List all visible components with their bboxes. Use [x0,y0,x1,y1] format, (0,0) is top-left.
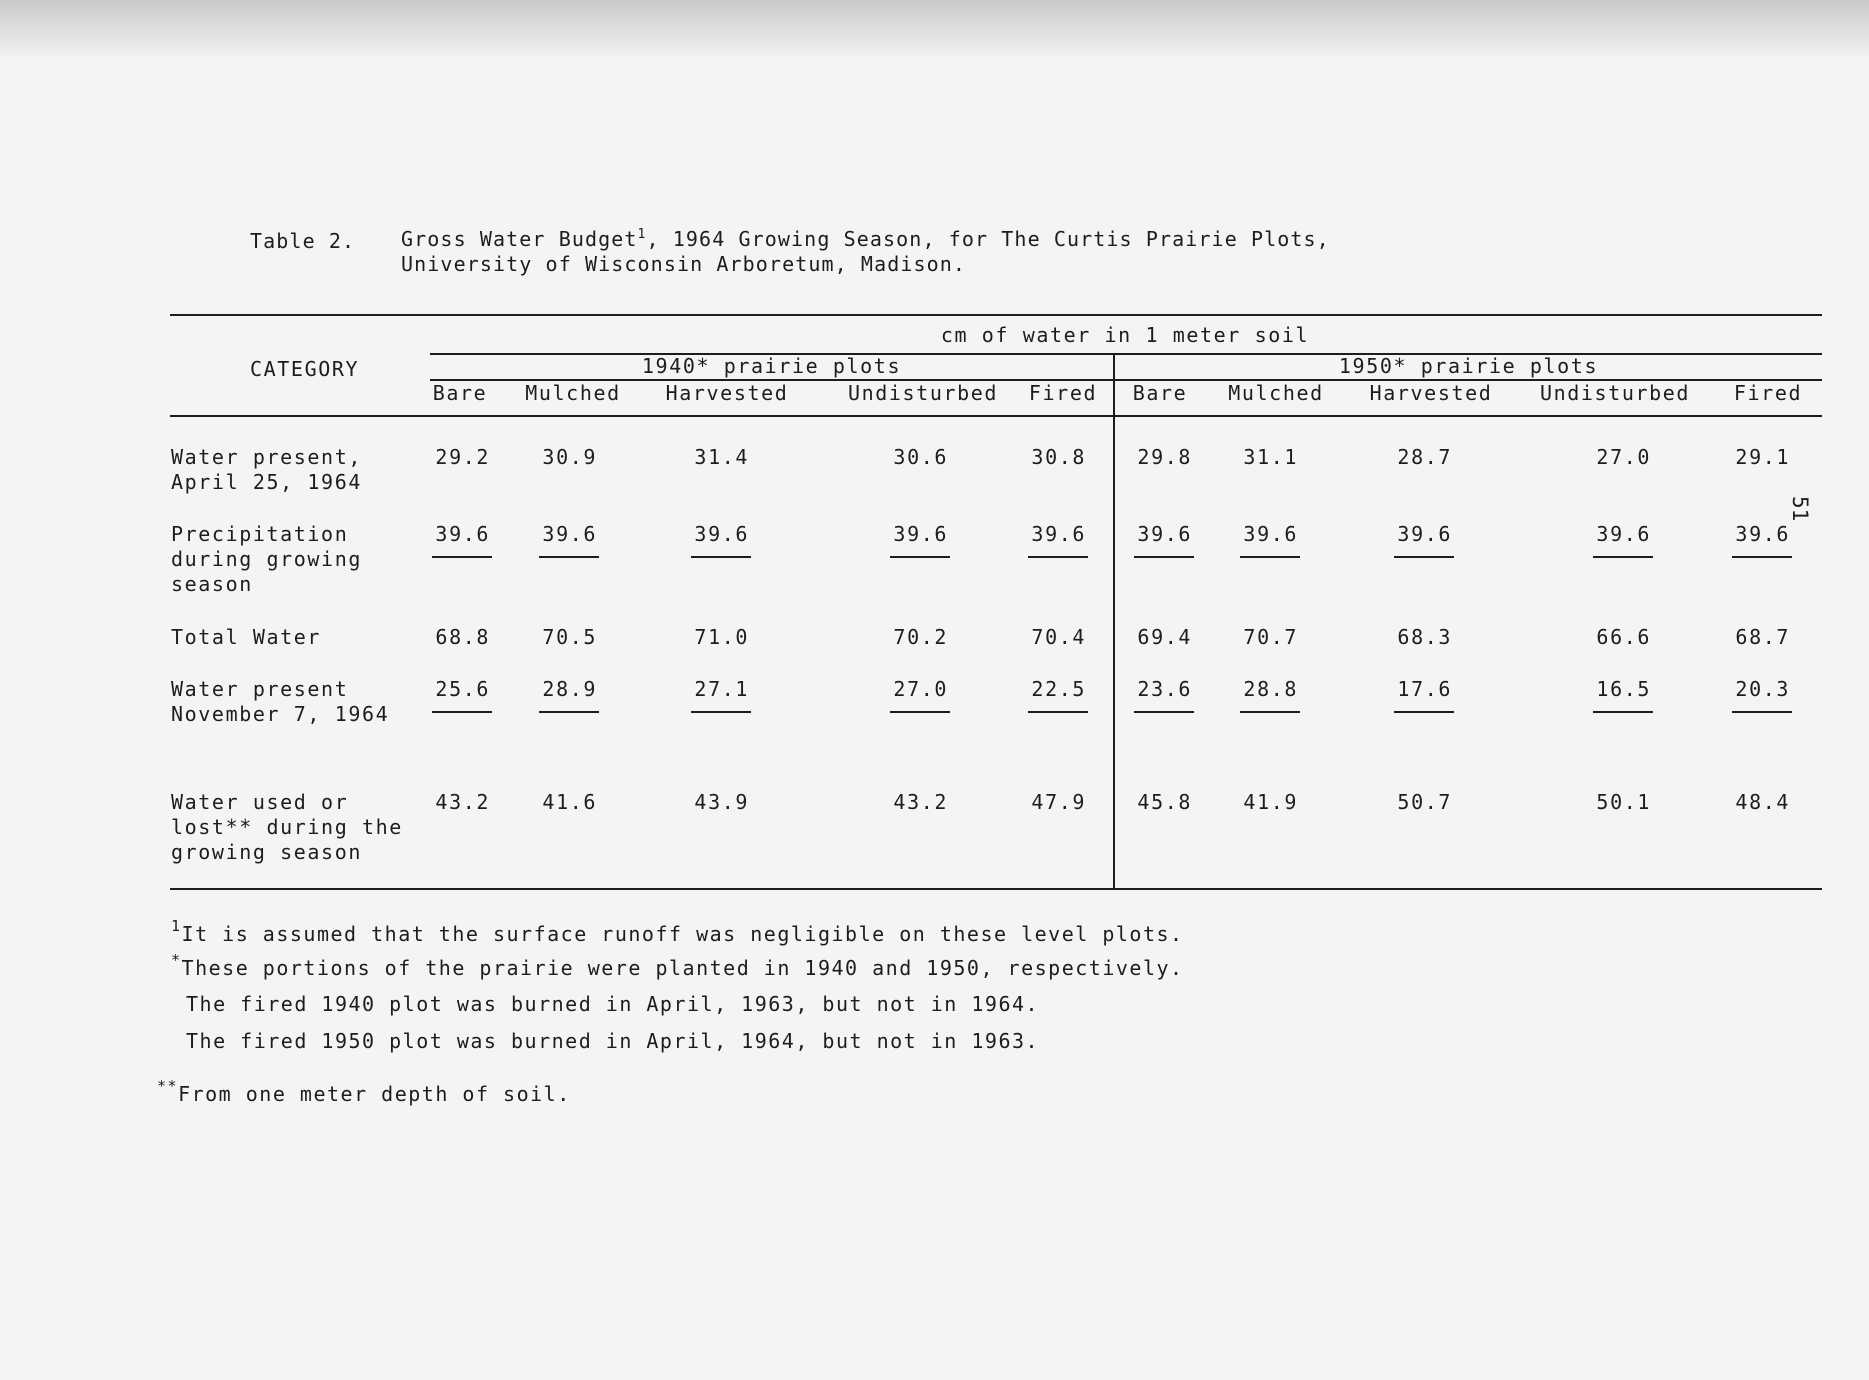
table-cell: 17.6 [1397,677,1452,701]
span-header: cm of water in 1 meter soil [940,323,1310,347]
cell-underline [1593,556,1653,558]
cell-underline [1732,711,1792,713]
table-cell: 41.6 [542,790,597,814]
row-label: growing season [171,840,362,864]
cell-underline [1134,711,1194,713]
page-number: 51 [1788,496,1812,522]
table-cell: 39.6 [435,522,490,546]
table-cell: 29.2 [435,445,490,469]
cell-underline [691,711,751,713]
table-bottom-rule [170,888,1822,890]
cell-underline [1134,556,1194,558]
table-cell: 22.5 [1031,677,1086,701]
cell-underline [432,711,492,713]
table-cell: 39.6 [1397,522,1452,546]
group-header-1950: 1950* prairie plots [1338,354,1599,378]
footnote-3-marker: ** [157,1077,179,1095]
column-header-mulched: Mulched [525,381,621,405]
table-cell: 31.1 [1243,445,1298,469]
table-cell: 68.3 [1397,625,1452,649]
column-header-harvested: Harvested [1369,381,1493,405]
table-cell: 23.6 [1137,677,1192,701]
table-cell: 27.0 [893,677,948,701]
cell-underline [1732,556,1792,558]
footnote-2-line-2: The fired 1940 plot was burned in April, 1963, but not in 1964. [186,992,1040,1016]
table-cell: 39.6 [1735,522,1790,546]
cell-underline [539,711,599,713]
table-cell: 39.6 [1243,522,1298,546]
table-cell: 41.9 [1243,790,1298,814]
table-cell: 25.6 [435,677,490,701]
table-cell: 39.6 [1031,522,1086,546]
column-header-mulched: Mulched [1228,381,1324,405]
row-label: Precipitation [171,522,349,546]
table-cell: 50.7 [1397,790,1452,814]
cell-underline [890,556,950,558]
footnote-1 [171,917,1184,946]
table-cell: 30.6 [893,445,948,469]
table-top-rule [170,314,1822,316]
table-cell: 70.7 [1243,625,1298,649]
footnote-1-text: It is assumed that the surface runoff was negligible on these level plots. [181,922,1184,946]
cell-underline [890,711,950,713]
table-cell: 71.0 [694,625,749,649]
table-cell: 39.6 [893,522,948,546]
column-header-bare: Bare [1132,381,1188,405]
table-cell: 27.1 [694,677,749,701]
table-cell: 50.1 [1596,790,1651,814]
table-cell: 28.8 [1243,677,1298,701]
column-header-undisturbed: Undisturbed [847,381,999,405]
cell-underline [1394,556,1454,558]
table-cell: 28.9 [542,677,597,701]
cell-underline [432,556,492,558]
footnote-3-text: From one meter depth of soil. [178,1082,571,1106]
table-cell: 70.5 [542,625,597,649]
table-cell: 20.3 [1735,677,1790,701]
column-header-undisturbed: Undisturbed [1539,381,1691,405]
header-bottom-rule [170,415,1822,417]
scan-shadow [0,0,1869,60]
table-cell: 69.4 [1137,625,1192,649]
table-cell: 39.6 [1596,522,1651,546]
row-label: April 25, 1964 [171,470,362,494]
column-header-harvested: Harvested [665,381,789,405]
footnote-3 [157,1077,571,1106]
row-label: season [171,572,253,596]
table-cell: 16.5 [1596,677,1651,701]
row-label: during growing [171,547,362,571]
table-cell: 31.4 [694,445,749,469]
cell-underline [1028,556,1088,558]
table-cell: 70.2 [893,625,948,649]
category-header: CATEGORY [250,357,360,381]
caption-title-continuation: , 1964 Growing Season, for The Curtis Prairie Plots, [646,227,1330,251]
table-cell: 27.0 [1596,445,1651,469]
row-label: Water used or [171,790,349,814]
table-cell: 66.6 [1596,625,1651,649]
table-cell: 30.8 [1031,445,1086,469]
table-cell: 43.2 [893,790,948,814]
column-header-bare: Bare [432,381,488,405]
table-cell: 29.1 [1735,445,1790,469]
group-header-1940: 1940* prairie plots [641,354,902,378]
cell-underline [691,556,751,558]
table-cell: 70.4 [1031,625,1086,649]
table-cell: 47.9 [1031,790,1086,814]
table-cell: 68.7 [1735,625,1790,649]
cell-underline [1028,711,1088,713]
table-caption-label: Table 2. [250,229,356,253]
table-cell: 48.4 [1735,790,1790,814]
table-cell: 39.6 [542,522,597,546]
footnote-2-text: These portions of the prairie were planted in 1940 and 1950, respectively. [181,956,1184,980]
cell-underline [539,556,599,558]
cell-underline [1240,556,1300,558]
cell-underline [1240,711,1300,713]
footnote-2-line-3: The fired 1950 plot was burned in April, 1964, but not in 1963. [186,1029,1040,1053]
table-cell: 39.6 [1137,522,1192,546]
footnote-2 [171,951,1184,980]
table-cell: 43.9 [694,790,749,814]
table-cell: 43.2 [435,790,490,814]
column-header-fired: Fired [1028,381,1098,405]
table-cell: 29.8 [1137,445,1192,469]
table-cell: 68.8 [435,625,490,649]
caption-footnote-marker: 1 [637,227,647,242]
cell-underline [1593,711,1653,713]
column-header-fired: Fired [1733,381,1803,405]
row-label: Total Water [171,625,322,649]
row-label: lost** during the [171,815,403,839]
row-label: Water present, [171,445,362,469]
footnote-2-marker: * [171,951,182,969]
row-label: November 7, 1964 [171,702,390,726]
footnote-1-marker: 1 [171,917,182,935]
table-cell: 30.9 [542,445,597,469]
row-label: Water present [171,677,349,701]
table-cell: 39.6 [694,522,749,546]
table-cell: 28.7 [1397,445,1452,469]
table-caption-line-2: University of Wisconsin Arboretum, Madison. [401,252,967,276]
table-cell: 45.8 [1137,790,1192,814]
caption-title-text: Gross Water Budget [401,227,638,251]
cell-underline [1394,711,1454,713]
table-caption-line-1 [401,227,1330,251]
